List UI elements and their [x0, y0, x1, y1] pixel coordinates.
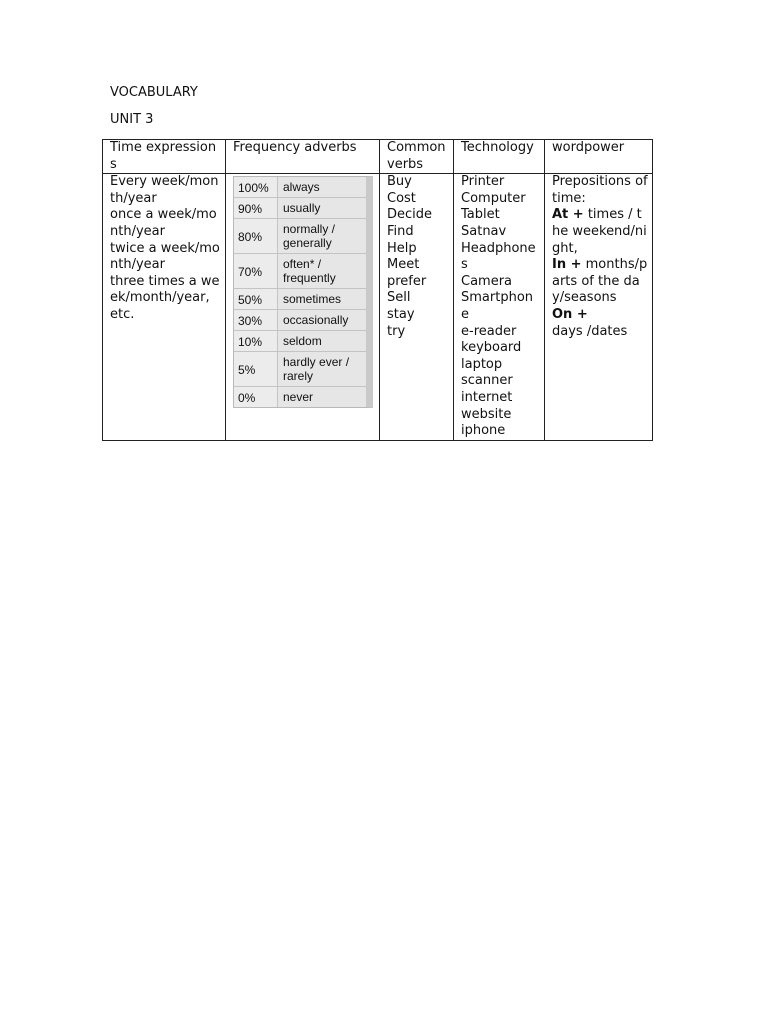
- frequency-row: [234, 254, 366, 289]
- frequency-adverb: normally / generally: [278, 219, 366, 253]
- frequency-row: [234, 331, 366, 352]
- frequency-adverb: always: [278, 177, 366, 197]
- frequency-adverbs-cell: [226, 174, 380, 441]
- header-frequency-adverbs: Frequency adverbs: [226, 140, 380, 174]
- technology-item: laptop: [461, 356, 503, 372]
- wordpower-at-text: times / the weekend/night,: [552, 207, 647, 256]
- time-expression: Every week/month/year: [110, 174, 219, 206]
- verb-item: prefer: [387, 273, 427, 289]
- verb-item: try: [387, 323, 406, 339]
- frequency-adverb: often* / frequently: [278, 254, 366, 288]
- header-time-expressions: Time expressions: [103, 140, 226, 174]
- frequency-row: [234, 198, 366, 219]
- frequency-row: [234, 352, 366, 387]
- frequency-row: [234, 387, 366, 407]
- verb-item: Find: [387, 223, 414, 239]
- technology-item: website: [461, 406, 512, 422]
- frequency-adverb: sometimes: [278, 289, 366, 309]
- header-wordpower: wordpower: [545, 140, 653, 174]
- wordpower-on: [552, 307, 648, 324]
- header-common-verbs: Common verbs: [380, 140, 454, 174]
- verb-item: Buy: [387, 174, 412, 190]
- time-expression: three times a week/month/year, etc.: [110, 273, 220, 322]
- time-expression: once a week/month/year: [110, 207, 217, 239]
- technology-item: scanner: [461, 373, 513, 389]
- verb-item: Decide: [387, 207, 433, 223]
- technology-item: iphone: [461, 423, 506, 439]
- technology-item: e-reader: [461, 323, 517, 339]
- technology-item: Computer: [461, 190, 526, 206]
- verb-item: stay: [387, 306, 415, 322]
- frequency-percent: 10%: [234, 331, 278, 351]
- verb-item: Sell: [387, 290, 411, 306]
- wordpower-intro: Prepositions of time:: [552, 174, 648, 206]
- wordpower-on-label: On +: [552, 306, 588, 322]
- table-header-row: [103, 140, 653, 174]
- common-verbs-cell: [380, 174, 454, 441]
- wordpower-in-label: In +: [552, 257, 582, 273]
- document-title: VOCABULARY: [110, 85, 198, 100]
- frequency-adverb: hardly ever / rarely: [278, 352, 366, 386]
- frequency-row: [234, 219, 366, 254]
- technology-item: internet: [461, 389, 513, 405]
- frequency-percent: 100%: [234, 177, 278, 197]
- time-expressions-cell: [103, 174, 226, 441]
- technology-item: Camera: [461, 273, 513, 289]
- technology-item: Tablet: [461, 207, 500, 223]
- technology-item: Headphones: [461, 240, 536, 273]
- frequency-adverb: seldom: [278, 331, 366, 351]
- frequency-row: [234, 289, 366, 310]
- verb-item: Help: [387, 240, 417, 256]
- verb-item: Cost: [387, 190, 416, 206]
- frequency-row: [234, 310, 366, 331]
- wordpower-at: [552, 207, 648, 257]
- technology-item: Printer: [461, 174, 505, 190]
- frequency-percent: 90%: [234, 198, 278, 218]
- technology-item: Smartphone: [461, 290, 534, 322]
- vocabulary-table: [102, 139, 653, 441]
- frequency-adverb: occasionally: [278, 310, 366, 330]
- frequency-percent: 30%: [234, 310, 278, 330]
- wordpower-cell: [545, 174, 653, 441]
- document-subtitle: UNIT 3: [110, 112, 154, 127]
- time-expression: twice a week/month/year: [110, 240, 220, 273]
- technology-cell: [454, 174, 545, 441]
- frequency-percent: 70%: [234, 254, 278, 288]
- wordpower-in: [552, 257, 648, 307]
- frequency-row: [234, 177, 366, 198]
- technology-item: Satnav: [461, 223, 507, 239]
- wordpower-at-label: At +: [552, 207, 584, 223]
- frequency-percent: 50%: [234, 289, 278, 309]
- frequency-percent: 0%: [234, 387, 278, 407]
- header-technology: Technology: [454, 140, 545, 174]
- wordpower-in-text: months/parts of the day/seasons: [552, 257, 648, 306]
- wordpower-on-text: days /dates: [552, 323, 628, 339]
- verb-item: Meet: [387, 257, 420, 273]
- frequency-adverb: never: [278, 387, 366, 407]
- frequency-percent: 5%: [234, 352, 278, 386]
- technology-item: keyboard: [461, 340, 522, 356]
- frequency-percent: 80%: [234, 219, 278, 253]
- table-row: [103, 174, 653, 441]
- frequency-adverb: usually: [278, 198, 366, 218]
- frequency-adverbs-chart: [233, 176, 373, 408]
